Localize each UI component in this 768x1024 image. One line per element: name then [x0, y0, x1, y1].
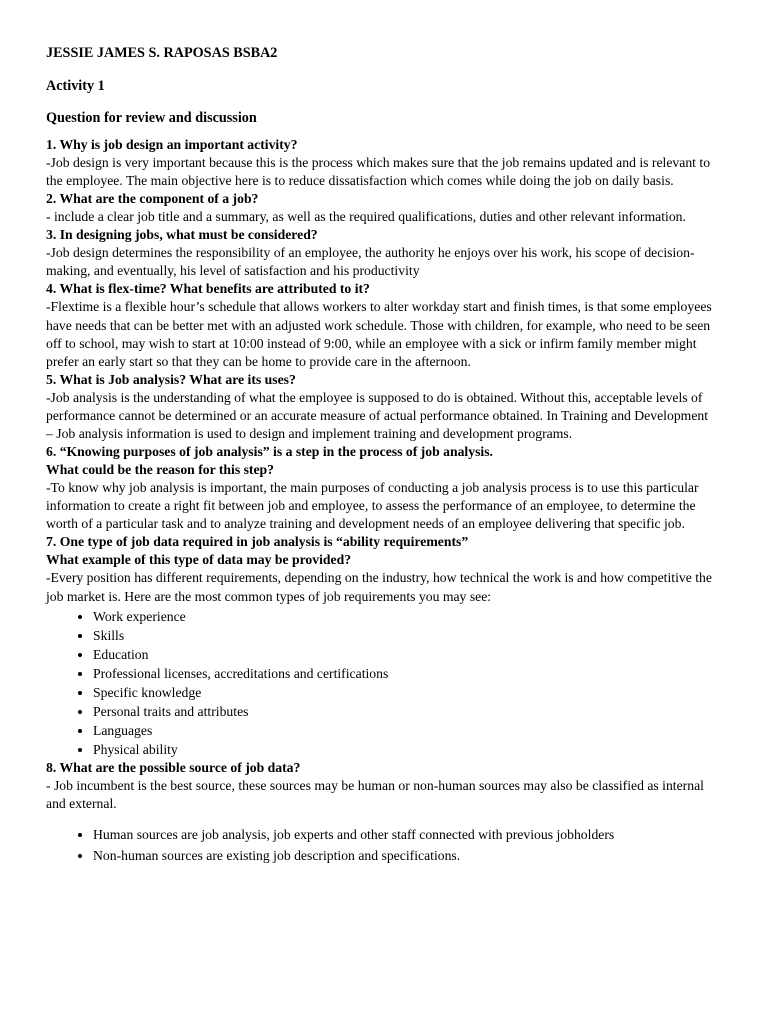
- answer-text: -Job design is very important because this is the process which makes sure that the job remains updated and is relevant to the employee. The main objective here is to reduce dissatisfaction which comes while doing the job on daily basis.: [46, 155, 711, 189]
- list-item: • Skills: [93, 626, 716, 645]
- question-6: [46, 443, 716, 533]
- list-item: • Personal traits and attributes: [93, 702, 716, 721]
- list-item: • Non-human sources are existing job description and specifications.: [93, 845, 716, 866]
- question-heading: 8. What are the possible source of job data?: [46, 760, 301, 776]
- list-item: • Languages: [93, 721, 716, 740]
- section-subtitle: Question for review and discussion: [46, 110, 257, 126]
- question-8: [46, 759, 716, 865]
- question-heading: 3. In designing jobs, what must be considered?: [46, 227, 318, 243]
- list-item: • Professional licenses, accreditations and certifications: [93, 664, 716, 683]
- question-7: [46, 533, 716, 759]
- question-heading: 2. What are the component of a job?: [46, 191, 259, 207]
- question-2: [46, 190, 716, 226]
- question-heading: 7. One type of job data required in job analysis is “ability requirements”: [46, 534, 469, 550]
- answer-text: -Every position has different requirements, depending on the industry, how technical the work is and how competitive the job market is. Here are the most common types of job requirements you may see:: [46, 570, 712, 604]
- list-item: • Specific knowledge: [93, 683, 716, 702]
- answer-text: - Job incumbent is the best source, these sources may be human or non-human sources may also be classified as internal and external.: [46, 778, 704, 812]
- list-item: • Education: [93, 645, 716, 664]
- list-item: • Physical ability: [93, 740, 716, 759]
- question-5: [46, 371, 716, 443]
- list-item: • Work experience: [93, 607, 716, 626]
- question-3: [46, 226, 716, 280]
- question-heading: 5. What is Job analysis? What are its uses?: [46, 371, 296, 387]
- requirements-list: [46, 607, 716, 760]
- question-heading: 6. “Knowing purposes of job analysis” is a step in the process of job analysis.: [46, 444, 493, 460]
- answer-text: -To know why job analysis is important, the main purposes of conducting a job analysis process is to use this particular information to create a right fit between job and employee, to assess the performance of an employee, to determine the worth of a particular task and to analyze training and development needs of an employee delivering that specific job.: [46, 480, 699, 532]
- question-1: [46, 136, 716, 190]
- question-heading: 4. What is flex-time? What benefits are attributed to it?: [46, 281, 370, 297]
- answer-text: -Flextime is a flexible hour’s schedule that allows workers to alter workday start and finish times, is that some employees have needs that can be better met with an adjusted work schedule. Those with children, for example, who need to be seen off to school, may wish to start at 10:00 instead of 9:00, while an employee with a sick or infirm family member might prefer an early start so that they can be home to provide care in the afternoon.: [46, 299, 712, 369]
- activity-title: Activity 1: [46, 78, 105, 94]
- answer-text: - include a clear job title and a summary, as well as the required qualifications, duties and other relevant information.: [46, 209, 686, 225]
- question-heading-continued: What could be the reason for this step?: [46, 462, 275, 478]
- question-heading-continued: What example of this type of data may be provided?: [46, 552, 352, 568]
- list-item: • Human sources are job analysis, job experts and other staff connected with previous jobholders: [93, 824, 716, 845]
- question-heading: 1. Why is job design an important activity?: [46, 137, 298, 152]
- answer-text: -Job design determines the responsibility of an employee, the authority he enjoys over his work, his scope of decision-making, and eventually, his level of satisfaction and his productivity: [46, 245, 695, 279]
- sources-list: [46, 824, 716, 866]
- question-4: [46, 280, 716, 370]
- author-line: JESSIE JAMES S. RAPOSAS BSBA2: [46, 45, 278, 61]
- answer-text: -Job analysis is the understanding of what the employee is supposed to do is obtained. Without this, acceptable levels of performance cannot be determined or an accurate measure of actual performance obtained. In Training and Development – Job analysis information is used to design and implement training and development programs.: [46, 389, 709, 442]
